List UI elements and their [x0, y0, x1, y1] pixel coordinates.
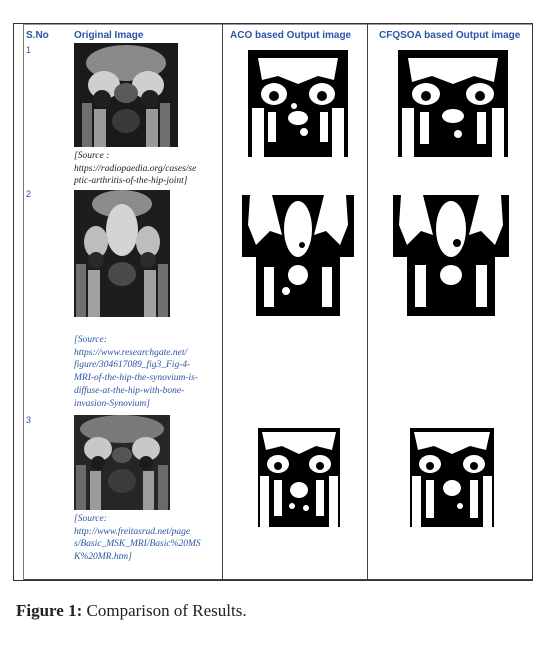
source-line: https://www.researchgate.net/ [74, 347, 188, 358]
source-line: s/Basic_MSK_MRI/Basic%20MS [74, 539, 201, 550]
row-1-number: 1 [26, 45, 32, 55]
row-2-cfqsoa-output [393, 195, 509, 316]
row-3-original-mri [74, 415, 170, 510]
header-cfqsoa-output: CFQSOA based Output image [379, 30, 521, 41]
column-divider-aco [222, 24, 223, 580]
source-line: K%20MR.htm] [74, 552, 132, 563]
table-top-rule [23, 24, 532, 25]
row-2-number: 2 [26, 189, 32, 199]
row-1-cfqsoa-output [398, 50, 508, 157]
row-1-original-mri [74, 43, 178, 147]
source-line: MRI-of-the-hip-the-synovium-is- [74, 373, 198, 384]
row-3-source [74, 513, 201, 564]
source-line: ptic-arthritis-of-the-hip-joint] [74, 176, 188, 187]
figure-caption [16, 601, 247, 621]
column-divider-cfqsoa [367, 24, 368, 580]
row-2-source [74, 334, 198, 410]
header-original-image: Original Image [74, 30, 144, 41]
source-line: [Source: [74, 514, 107, 524]
row-3-number: 3 [26, 415, 32, 425]
figure-label: Figure 1: [16, 601, 83, 620]
row-2-original-mri [74, 190, 170, 317]
header-aco-output: ACO based Output image [230, 30, 352, 41]
source-line: https://radiopaedia.org/cases/se [74, 163, 197, 174]
source-line: invasion-Synovium] [74, 398, 150, 409]
table-left-rule [23, 24, 24, 580]
row-2-aco-output [242, 195, 354, 316]
header-sno: S.No [26, 30, 49, 41]
table-bottom-rule [23, 579, 532, 580]
source-line: [Source : [74, 151, 110, 161]
row-3-cfqsoa-output [410, 428, 494, 527]
row-1-aco-output [248, 50, 348, 157]
source-line: figure/304617089_fig3_Fig-4- [74, 360, 191, 371]
source-line: [Source: [74, 335, 107, 345]
source-line: http://www.freitasrad.net/page [74, 526, 191, 537]
row-3-aco-output [258, 428, 340, 527]
row-1-source [74, 150, 196, 188]
figure-caption-text: Comparison of Results. [82, 601, 247, 620]
source-line: diffuse-at-the-hip-with-bone- [74, 385, 185, 396]
